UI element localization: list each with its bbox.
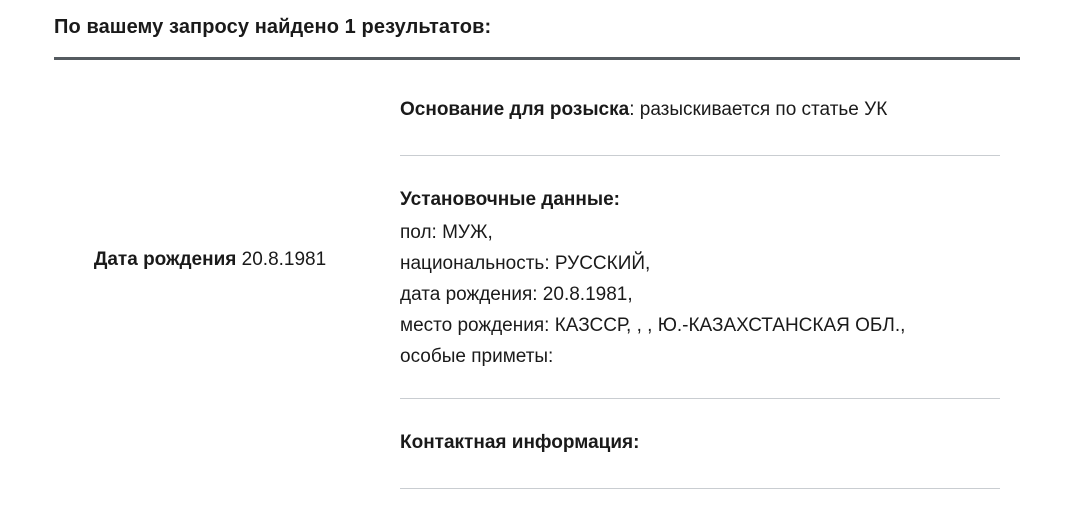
identification-row-marks: особые приметы: xyxy=(400,346,554,367)
wanted-basis-value: разыскивается по статье УК xyxy=(639,99,888,120)
date-of-birth xyxy=(94,249,326,271)
date-of-birth-label: Дата рождения xyxy=(93,249,237,270)
record-right-column xyxy=(400,60,1074,489)
wanted-basis-line xyxy=(400,94,1000,125)
result-record xyxy=(0,60,1074,489)
wanted-basis-label: Основание для розыска xyxy=(400,99,630,120)
contact-info-block xyxy=(400,399,1000,488)
wanted-basis-block xyxy=(400,60,1000,155)
contact-info-heading: Контактная информация: xyxy=(400,432,640,453)
date-of-birth-value: 20.8.1981 xyxy=(241,249,327,270)
wanted-basis-separator: : xyxy=(629,99,635,120)
identification-row-birthdate: дата рождения: 20.8.1981, xyxy=(400,284,633,305)
identification-row-nationality: национальность: РУССКИЙ, xyxy=(400,253,651,274)
identification-data-block xyxy=(400,156,1000,398)
identification-row-birthplace: место рождения: КАЗССР, , , Ю.-КАЗАХСТАНСКАЯ ОБЛ., xyxy=(400,315,906,336)
divider-after-contact xyxy=(400,488,1000,489)
identification-row-gender: пол: МУЖ, xyxy=(400,222,493,243)
record-left-column xyxy=(0,60,400,460)
identification-data-heading: Установочные данные: xyxy=(400,189,620,210)
results-heading: По вашему запросу найдено 1 результатов: xyxy=(54,16,492,38)
